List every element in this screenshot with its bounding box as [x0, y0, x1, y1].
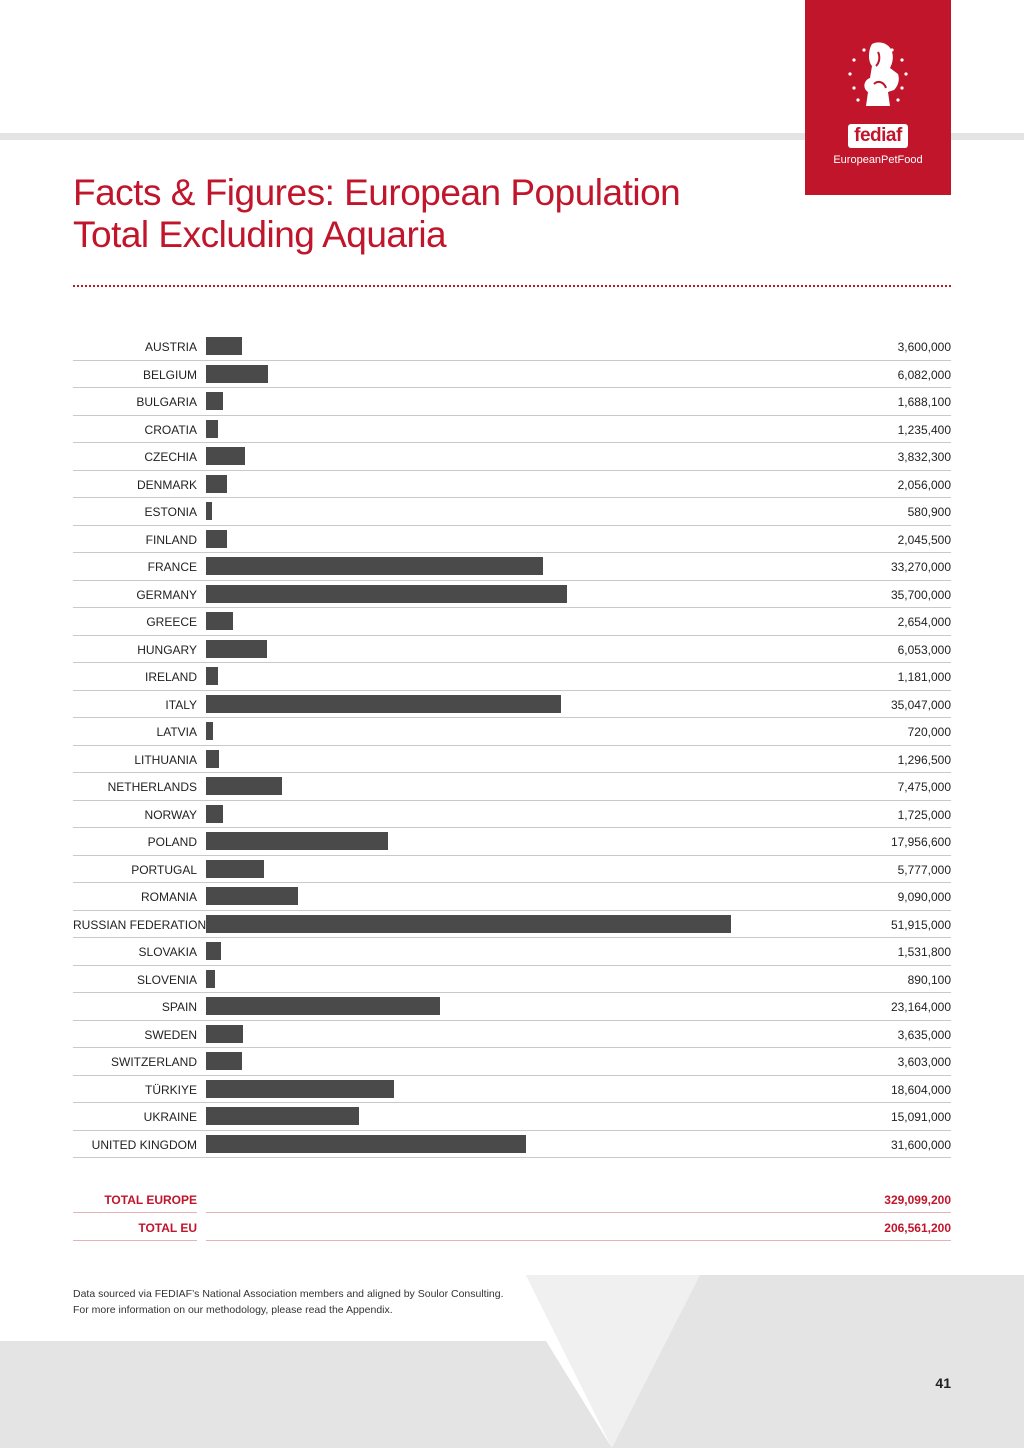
row-divider	[73, 552, 951, 553]
bar	[206, 447, 245, 465]
row-divider	[73, 580, 951, 581]
page-number: 41	[935, 1375, 951, 1391]
value-label: 890,100	[907, 972, 951, 987]
country-label: BULGARIA	[136, 395, 197, 409]
bar	[206, 832, 388, 850]
bar	[206, 420, 218, 438]
value-label: 6,082,000	[897, 367, 951, 382]
row-divider	[73, 965, 951, 966]
row-divider	[73, 745, 951, 746]
row-divider	[73, 937, 951, 938]
country-label: SWITZERLAND	[110, 1055, 197, 1069]
footnote	[73, 1286, 543, 1318]
value-label: 2,654,000	[897, 615, 951, 629]
row-divider	[73, 497, 951, 498]
value-label: 2,056,000	[897, 477, 951, 492]
value-label: 2,045,500	[897, 532, 951, 547]
country-label: GERMANY	[136, 587, 197, 602]
row-divider	[73, 360, 951, 361]
bar	[206, 1107, 359, 1125]
value-label: 35,700,000	[890, 587, 951, 602]
row-divider	[73, 525, 951, 526]
row-divider	[73, 855, 951, 856]
value-label: 6,053,000	[897, 642, 951, 657]
value-label: 3,603,000	[897, 1055, 951, 1069]
bar	[206, 585, 567, 603]
value-label: 35,047,000	[890, 697, 951, 712]
bar	[206, 997, 440, 1015]
row-divider	[73, 415, 951, 416]
value-label: 720,000	[907, 725, 951, 739]
country-label: CROATIA	[144, 422, 197, 437]
bar	[206, 722, 213, 740]
value-label: 31,600,000	[890, 1137, 951, 1152]
page-title-line-1: Facts & Figures: European Population	[73, 172, 681, 213]
value-label: 1,296,500	[897, 752, 951, 767]
country-label: LITHUANIA	[134, 752, 197, 767]
row-divider	[73, 910, 951, 911]
row-divider	[73, 442, 951, 443]
country-label: RUSSIAN FEDERATION	[73, 917, 207, 932]
bar	[206, 667, 218, 685]
country-label: PORTUGAL	[131, 862, 197, 877]
country-label: SLOVAKIA	[138, 945, 197, 959]
row-divider	[73, 827, 951, 828]
dog-emblem-icon	[828, 40, 928, 122]
country-label: FRANCE	[147, 560, 197, 574]
row-divider	[73, 387, 951, 388]
row-divider	[73, 635, 951, 636]
row-divider	[73, 1075, 951, 1076]
bar	[206, 695, 561, 713]
brand-name: fediaf	[848, 124, 908, 148]
bar	[206, 805, 223, 823]
bar	[206, 1135, 526, 1153]
value-label: 9,090,000	[897, 890, 951, 904]
bar	[206, 365, 268, 383]
bar	[206, 1080, 394, 1098]
value-label: 580,900	[907, 505, 951, 519]
bar	[206, 1052, 242, 1070]
total-value: 329,099,200	[884, 1193, 951, 1207]
bar	[206, 502, 212, 520]
bar	[206, 915, 731, 933]
country-label: ESTONIA	[144, 505, 197, 519]
brand-tagline: EuropeanPetFood	[833, 154, 923, 166]
row-divider	[73, 690, 951, 691]
value-label: 23,164,000	[890, 1000, 951, 1014]
total-row	[73, 1214, 951, 1241]
country-label: SPAIN	[161, 1000, 197, 1014]
value-label: 7,475,000	[897, 780, 951, 794]
bar	[206, 530, 227, 548]
value-label: 1,181,000	[897, 670, 951, 684]
value-label: 5,777,000	[897, 862, 951, 877]
value-label: 1,725,000	[897, 807, 951, 822]
total-divider-gap	[197, 1212, 206, 1213]
value-label: 3,635,000	[897, 1027, 951, 1042]
country-label: CZECHIA	[144, 450, 197, 464]
brand-logo	[805, 0, 951, 195]
row-divider	[73, 772, 951, 773]
row-divider	[73, 882, 951, 883]
value-label: 3,600,000	[897, 340, 951, 354]
country-label: HUNGARY	[137, 642, 197, 657]
bar	[206, 337, 242, 355]
country-label: BELGIUM	[142, 367, 197, 382]
country-label: FINLAND	[145, 532, 197, 547]
bar	[206, 392, 223, 410]
title-divider	[73, 285, 951, 287]
total-row	[73, 1186, 951, 1213]
total-label: TOTAL EUROPE	[104, 1193, 197, 1207]
value-label: 18,604,000	[890, 1082, 951, 1097]
row-divider	[73, 662, 951, 663]
country-label: ROMANIA	[140, 890, 197, 904]
value-label: 33,270,000	[890, 560, 951, 574]
bar	[206, 475, 227, 493]
bar	[206, 1025, 243, 1043]
total-value: 206,561,200	[884, 1221, 951, 1235]
value-label: 1,531,800	[897, 945, 951, 959]
value-label: 1,235,400	[897, 422, 951, 437]
value-label: 15,091,000	[890, 1110, 951, 1124]
country-label: SWEDEN	[144, 1027, 197, 1042]
row-divider	[73, 607, 951, 608]
bar	[206, 970, 215, 988]
value-label: 17,956,600	[890, 835, 951, 849]
row-divider	[73, 1130, 951, 1131]
page-title-line-2: Total Excluding Aquaria	[73, 214, 447, 255]
bar	[206, 777, 282, 795]
population-bar-chart	[73, 333, 951, 1159]
country-label: TÜRKIYE	[144, 1082, 197, 1097]
bar	[206, 640, 267, 658]
bar	[206, 887, 298, 905]
country-label: NORWAY	[144, 807, 197, 822]
row-divider	[73, 1102, 951, 1103]
country-label: DENMARK	[136, 477, 197, 492]
country-label: LATVIA	[156, 725, 197, 739]
row-divider	[73, 1020, 951, 1021]
country-label: IRELAND	[144, 670, 197, 684]
footnote-line-2: For more information on our methodology, please read the Appendix.	[73, 1304, 393, 1316]
total-divider-gap	[197, 1240, 206, 1241]
bar	[206, 860, 264, 878]
totals-section	[73, 1186, 951, 1242]
value-label: 3,832,300	[897, 450, 951, 464]
country-label: SLOVENIA	[136, 972, 197, 987]
value-label: 51,915,000	[890, 917, 951, 932]
row-divider	[73, 1157, 951, 1158]
country-label: UNITED KINGDOM	[91, 1137, 197, 1152]
country-label: GREECE	[146, 615, 197, 629]
bar	[206, 557, 543, 575]
country-label: NETHERLANDS	[107, 780, 197, 794]
country-label: AUSTRIA	[144, 340, 197, 354]
bar	[206, 942, 221, 960]
row-divider	[73, 717, 951, 718]
country-label: UKRAINE	[143, 1110, 197, 1124]
bar	[206, 612, 233, 630]
footnote-line-1: Data sourced via FEDIAF’s National Association members and aligned by Soulor Consulting.	[73, 1288, 504, 1300]
row-divider	[73, 992, 951, 993]
country-label: ITALY	[165, 697, 197, 712]
row-divider	[73, 800, 951, 801]
value-label: 1,688,100	[897, 395, 951, 409]
total-label: TOTAL EU	[138, 1221, 197, 1235]
bar	[206, 750, 219, 768]
row-divider	[73, 1047, 951, 1048]
page-title	[73, 172, 773, 256]
row-divider	[73, 470, 951, 471]
country-label: POLAND	[147, 835, 197, 849]
